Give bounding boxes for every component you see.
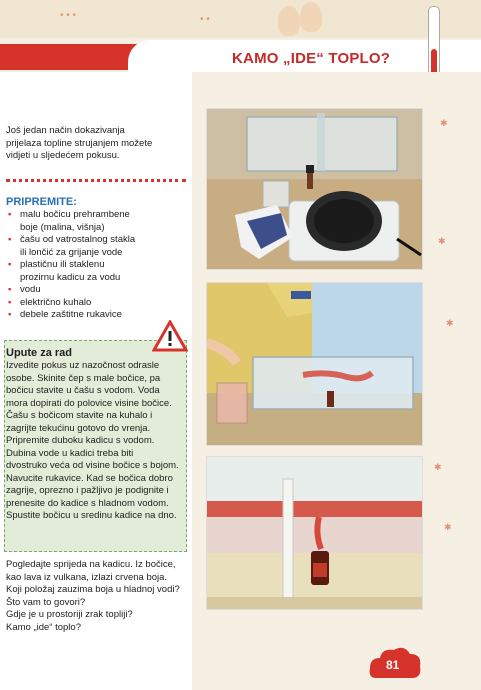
- photo-hotplate: [206, 108, 423, 270]
- materials-heading: PRIPREMITE:: [6, 196, 77, 208]
- questions-paragraph: Pogledajte sprijeda na kadicu. Iz bočice, kao lava iz vulkana, izlazi crvena boja. Koji položaj zauzima boja u hladnoj vodi? Što vam to govori? Gdje je u prostoriji zrak topliji? Kamo „ide“ toplo?: [6, 559, 180, 633]
- list-item: ▪ vodu: [8, 284, 41, 295]
- intro-paragraph: Još jedan način dokazivanja prijelaza topline strujanjem možete vidjeti u sljedećem pokusu.: [6, 125, 153, 161]
- list-item: ▪ električno kuhalo: [8, 296, 92, 308]
- star-decoration: ✱: [444, 522, 452, 532]
- warning-icon: [152, 320, 188, 352]
- instructions-heading: Upute za rad: [6, 347, 73, 359]
- star-decoration: ✱: [438, 236, 446, 246]
- page-title: KAMO „IDE“ TOPLO?: [232, 50, 391, 67]
- list-item-continued: boje (malina, višnja): [20, 221, 105, 233]
- thermometer-icon: [428, 6, 440, 80]
- list-item: ▪ debele zaštitne rukavice: [8, 309, 122, 320]
- flame-decoration: [300, 2, 322, 32]
- photo-red-dye: [206, 456, 423, 610]
- materials-list: [6, 209, 186, 322]
- dot-decoration: • •: [200, 14, 210, 25]
- star-decoration: ✱: [434, 462, 442, 472]
- instructions-text: Izvedite pokus uz nazočnost odrasle osobe. Skinite čep s male bočice, pa bočicu stavite u čašu s vodom. Voda mora dopirati do polovice visine bočice. Čašu s bočicom stavite na kuhalo i zagrijte tekućinu gotovo do vrenja. Pripremite duboku kadicu s vodom. Dubina vode u kadici treba biti dvostruko veća od visine bočice s bojom. Navucite rukavice. Kad se bočica dobro zagrije, oprezno i pažljivo je podignite i prenesite do kadice s hladnom vodom. Spustite bočicu u sredinu kadice na dno.: [6, 360, 179, 521]
- star-decoration: ✱: [446, 318, 454, 328]
- list-item-continued: ili lončić za grijanje vode: [20, 246, 123, 258]
- list-item: ▪ plastičnu ili staklenu: [8, 259, 105, 270]
- photo-tank-demo: [206, 282, 423, 446]
- list-item: ▪ čašu od vatrostalnog stakla: [8, 234, 136, 245]
- flame-decoration: [278, 6, 300, 36]
- star-decoration: ✱: [440, 118, 448, 128]
- dotted-divider: [6, 179, 186, 182]
- page-number: 81: [386, 658, 400, 672]
- list-item: ▪ malu bočicu prehrambene: [8, 209, 130, 220]
- list-item-continued: prozirnu kadicu za vodu: [20, 271, 121, 283]
- dot-decoration: • • •: [60, 10, 77, 21]
